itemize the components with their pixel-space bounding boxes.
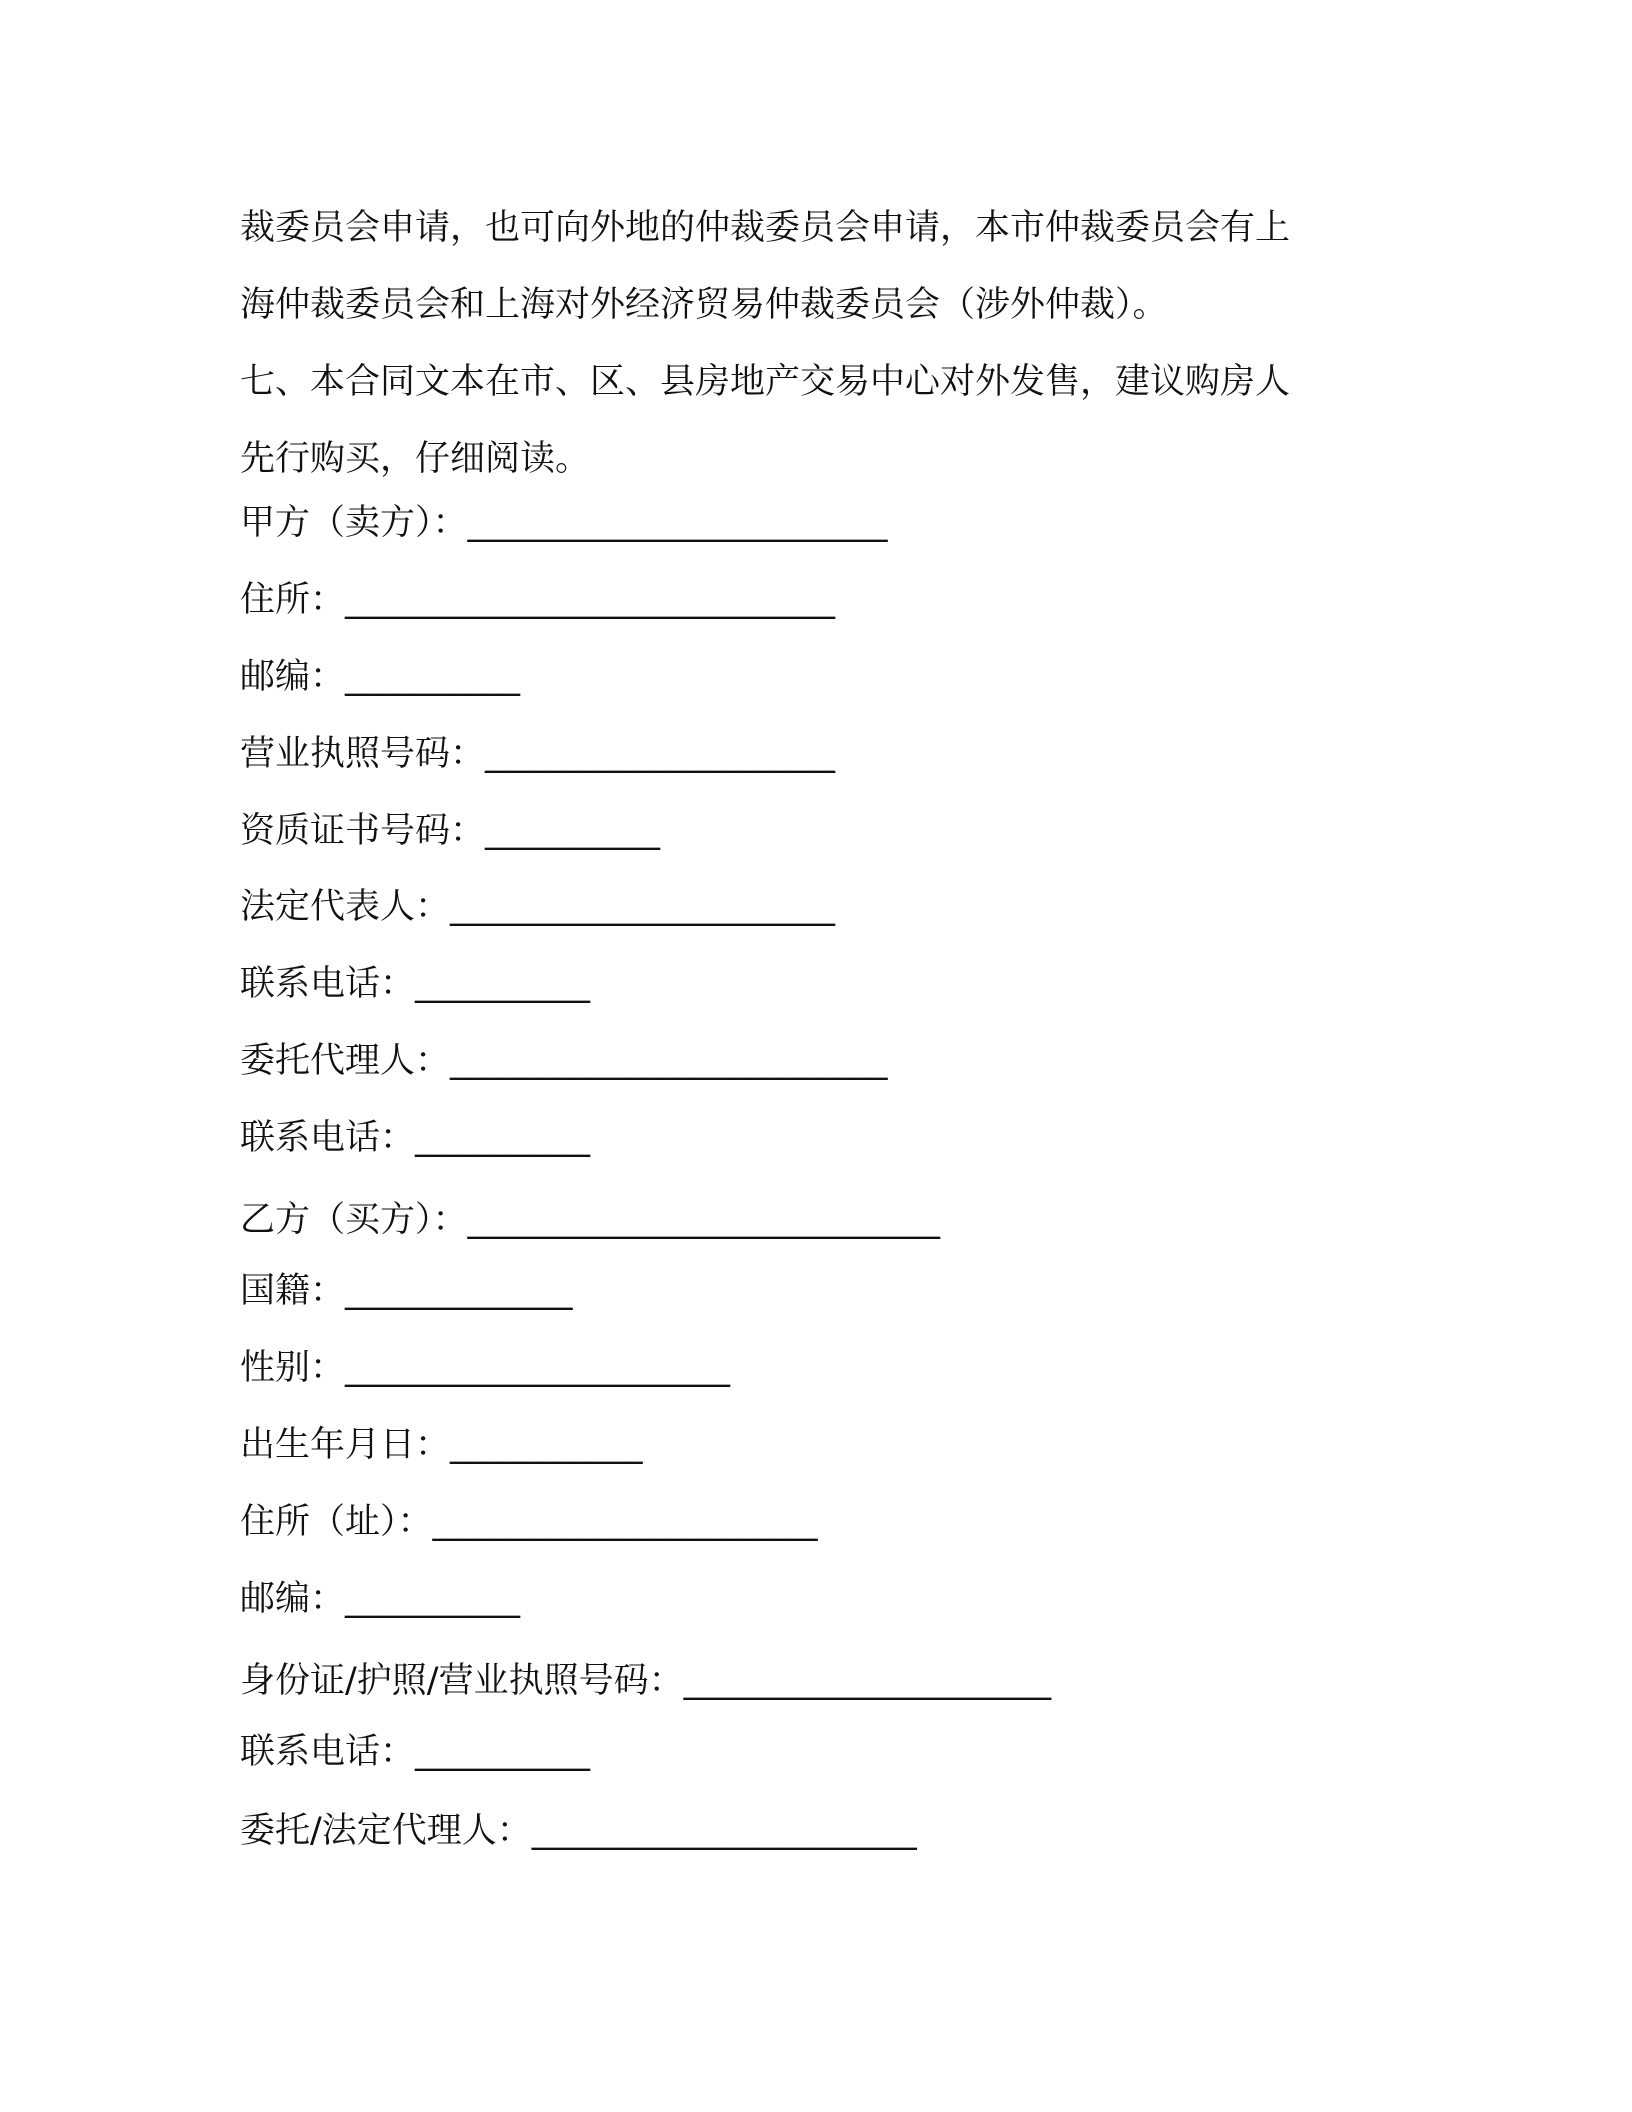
intro-line-4: 先行购买，仔细阅读。 [240,439,591,479]
intro-paragraphs [240,190,1370,498]
party-b-title-blank[interactable]: ___________________________ [467,1200,941,1240]
party-a-qualification-cert-blank[interactable]: __________ [485,811,661,851]
party-a-business-license-blank[interactable]: ____________________ [485,734,836,774]
party-a-title-label: 甲方（卖方）： [240,503,468,543]
party-a-phone-1-label: 联系电话： [240,964,416,1004]
party-b-address-blank[interactable]: ______________________ [432,1502,818,1542]
party-a-agent-blank[interactable]: _________________________ [450,1041,888,1081]
party-a-phone-2-blank[interactable]: __________ [415,1118,591,1158]
party-b-gender-blank[interactable]: ______________________ [345,1348,731,1388]
party-b-phone-blank[interactable]: __________ [415,1732,591,1772]
party-b-address-label: 住所（址）： [240,1502,433,1542]
party-b-phone-label: 联系电话： [240,1732,416,1772]
party-b-gender-field [240,1343,730,1393]
party-a-postcode-label: 邮编： [240,657,346,697]
party-a-legal-rep-label: 法定代表人： [240,887,451,927]
party-a-phone-1-field [240,959,590,1009]
party-a-title-field [240,498,888,548]
party-b-birth-date-field [240,1420,643,1470]
party-a-address-field [240,575,835,625]
party-b-address-field [240,1497,818,1547]
party-a-agent-label: 委托代理人： [240,1041,451,1081]
party-b-agent-label: 委托/法定代理人： [240,1811,532,1851]
party-a-postcode-field [240,652,520,702]
party-b-agent-blank[interactable]: ______________________ [531,1811,917,1851]
intro-line-2: 海仲裁委员会和上海对外经济贸易仲裁委员会（涉外仲裁）。 [240,285,1168,325]
party-b-nationality-field [240,1266,573,1316]
party-b-title-label: 乙方（买方）： [240,1200,468,1240]
party-b-nationality-blank[interactable]: _____________ [345,1271,573,1311]
party-b-gender-label: 性别： [240,1348,346,1388]
party-a-business-license-field [240,729,835,779]
party-b-title-field [240,1195,940,1245]
party-a-phone-2-field [240,1113,590,1163]
party-a-title-blank[interactable]: ________________________ [467,503,888,543]
party-a-address-label: 住所： [240,580,346,620]
intro-line-1: 裁委员会申请，也可向外地的仲裁委员会申请，本市仲裁委员会有上 [240,208,1291,248]
party-b-id-number-blank[interactable]: _____________________ [683,1661,1052,1701]
party-a-address-blank[interactable]: ____________________________ [345,580,836,620]
party-a-qualification-cert-field [240,806,660,856]
party-b-birth-date-label: 出生年月日： [240,1425,451,1465]
party-b-postcode-blank[interactable]: __________ [345,1579,521,1619]
party-a-legal-rep-blank[interactable]: ______________________ [450,887,836,927]
party-b-postcode-field [240,1574,520,1624]
party-b-nationality-label: 国籍： [240,1271,346,1311]
party-a-postcode-blank[interactable]: __________ [345,657,521,697]
party-a-agent-field [240,1036,888,1086]
party-b-phone-field [240,1727,590,1777]
party-b-agent-field [240,1806,917,1856]
party-a-phone-2-label: 联系电话： [240,1118,416,1158]
intro-line-3: 七、本合同文本在市、区、县房地产交易中心对外发售，建议购房人 [240,362,1291,402]
party-a-business-license-label: 营业执照号码： [240,734,486,774]
party-a-phone-1-blank[interactable]: __________ [415,964,591,1004]
party-b-postcode-label: 邮编： [240,1579,346,1619]
party-a-legal-rep-field [240,882,835,932]
party-a-qualification-cert-label: 资质证书号码： [240,811,486,851]
party-b-birth-date-blank[interactable]: ___________ [450,1425,643,1465]
party-b-id-number-label: 身份证/护照/营业执照号码： [240,1661,684,1701]
party-b-id-number-field [240,1656,1051,1706]
